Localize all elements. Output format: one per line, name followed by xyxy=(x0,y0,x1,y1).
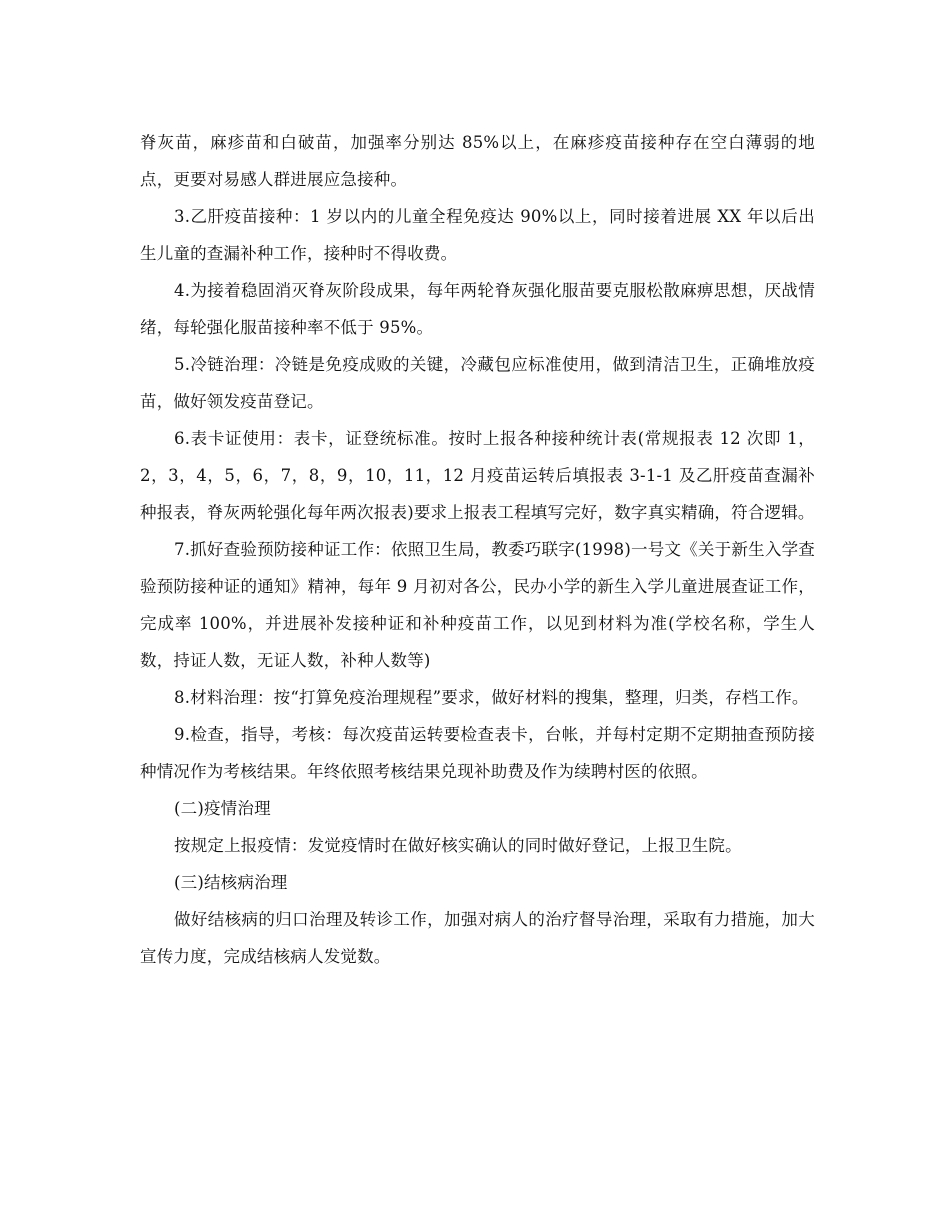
paragraph-inspection: 9.检查，指导，考核：每次疫苗运转要检查表卡，台帐，并每村定期不定期抽查预防接种情况作为考核结果。年终依照考核结果兑现补助费及作为续聘村医的依照。 xyxy=(140,725,815,781)
paragraph-forms-cards: 6.表卡证使用：表卡，证登统标准。按时上报各种接种统计表(常规报表 12 次即 1，2，3，4，5，6，7，8，9，10，11，12 月疫苗运转后填报表 3-1-1 及乙肝疫苗查漏补种报表，脊灰两轮强化每年两次报表)要求上报表工程填写完好，数字真实精确，符合逻辑。 xyxy=(140,429,815,522)
paragraph-materials: 8.材料治理：按“打算免疫治理规程”要求，做好材料的搜集，整理，归类，存档工作。 xyxy=(174,688,809,707)
section-heading-epidemic: (二)疫情治理 xyxy=(174,799,271,818)
paragraph-epidemic-report: 按规定上报疫情：发觉疫情时在做好核实确认的同时做好登记，上报卫生院。 xyxy=(174,836,742,855)
paragraph-polio-campaign: 4.为接着稳固消灭脊灰阶段成果，每年两轮脊灰强化服苗要克服松散麻痹思想，厌战情绪，每轮强化服苗接种率不低于 95%。 xyxy=(140,281,815,337)
section-heading-tuberculosis: (三)结核病治理 xyxy=(174,873,288,892)
paragraph-hepatitis-b: 3.乙肝疫苗接种：1 岁以内的儿童全程免疫达 90%以上，同时接着进展 XX 年以后出生儿童的查漏补种工作，接种时不得收费。 xyxy=(140,207,815,263)
document-body xyxy=(140,124,815,975)
paragraph-tuberculosis: 做好结核病的归口治理及转诊工作，加强对病人的治疗督导治理，采取有力措施，加大宣传力度，完成结核病人发觉数。 xyxy=(140,910,815,966)
paragraph-vaccine-booster: 脊灰苗，麻疹苗和白破苗，加强率分别达 85%以上，在麻疹疫苗接种存在空白薄弱的地点，更要对易感人群进展应急接种。 xyxy=(140,133,815,189)
paragraph-cold-chain: 5.冷链治理：冷链是免疫成败的关键，冷藏包应标准使用，做到清洁卫生，正确堆放疫苗，做好领发疫苗登记。 xyxy=(140,355,815,411)
paragraph-certificate-check: 7.抓好查验预防接种证工作：依照卫生局，教委巧联字(1998)一号文《关于新生入学查验预防接种证的通知》精神，每年 9 月初对各公，民办小学的新生入学儿童进展查证工作，完成率 100%，并进展补发接种证和补种疫苗工作，以见到材料为准(学校名称，学生人数，持证人数，无证人数，补种人数等) xyxy=(140,540,815,670)
